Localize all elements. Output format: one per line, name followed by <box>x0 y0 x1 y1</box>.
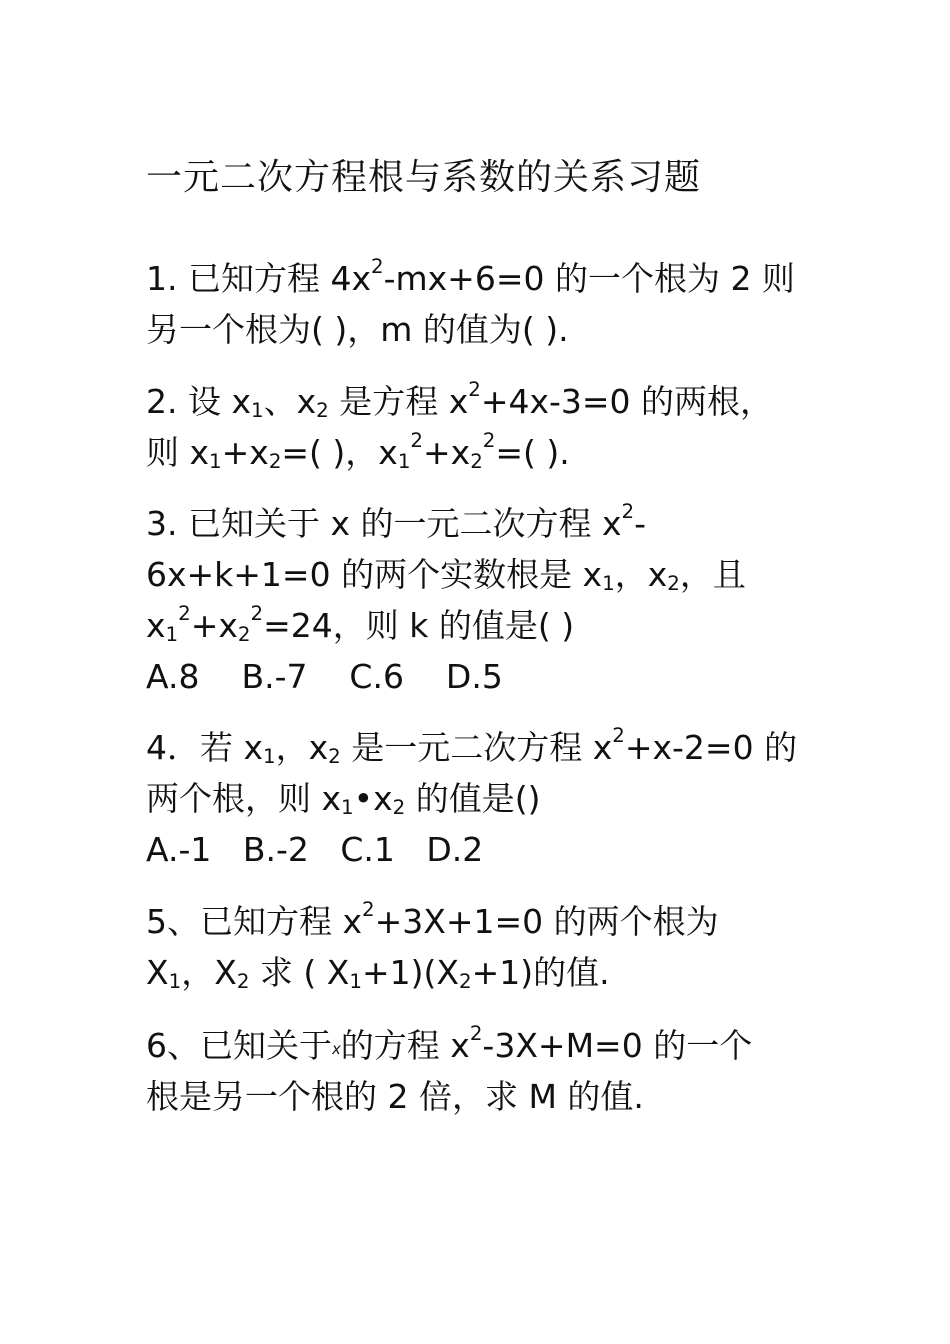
question-2-line-1: 2. 设 $x_1$、$x_2$ 是方程 $x^2+4x-3=0$ 的两根， <box>146 378 774 422</box>
question-1-line-2: 另一个根为( )，m 的值为( ). <box>146 310 569 349</box>
question-4-line-1: 4．若 $x_1$，$x_2$ 是一元二次方程 $x^2+x-2=0$ 的 <box>146 724 798 768</box>
question-1-line-1: 1. 已知方程 $4x^2-mx+6=0$ 的一个根为 2 则 <box>146 255 795 298</box>
question-3-line-1: 3. 已知关于 x 的一元二次方程 $x^2-$ <box>146 500 647 543</box>
question-4-line-2: 两个根，则 $x_1•x_2$ 的值是() <box>146 779 541 819</box>
question-5 <box>146 896 826 998</box>
document-title: 一元二次方程根与系数的关系习题 <box>146 157 702 198</box>
question-6 <box>146 1020 826 1122</box>
question-1 <box>146 253 826 355</box>
question-6-line-1: 6、已知关于x的方程 $x^2-3X+M=0$ 的一个 <box>146 1022 753 1065</box>
question-3 <box>146 498 826 702</box>
question-2 <box>146 376 826 478</box>
question-3-line-2: 6x+k+1=0 的两个实数根是 $x_1$，$x_2$，且 <box>146 555 746 595</box>
question-2-line-2: 则 $x_1+x_2=$( )，$x_1^2+x_2^2=$( ). <box>146 429 570 473</box>
question-4 <box>146 722 826 875</box>
question-5-line-1: 5、已知方程 $x^2+3X+1=0$ 的两个根为 <box>146 898 719 941</box>
question-3-choices: A.8 B.-7 C.6 D.5 <box>146 657 503 696</box>
question-3-line-3: $x_1^2+x_2^2=24$，则 k 的值是( ) <box>146 602 575 646</box>
question-4-choices: A.-1 B.-2 C.1 D.2 <box>146 830 484 869</box>
question-6-line-2: 根是另一个根的 2 倍，求 M 的值. <box>146 1077 644 1116</box>
question-5-line-2: $X_1$，$X_2$ 求 ( $X_1+1)(X_2+1)$的值. <box>146 953 610 993</box>
